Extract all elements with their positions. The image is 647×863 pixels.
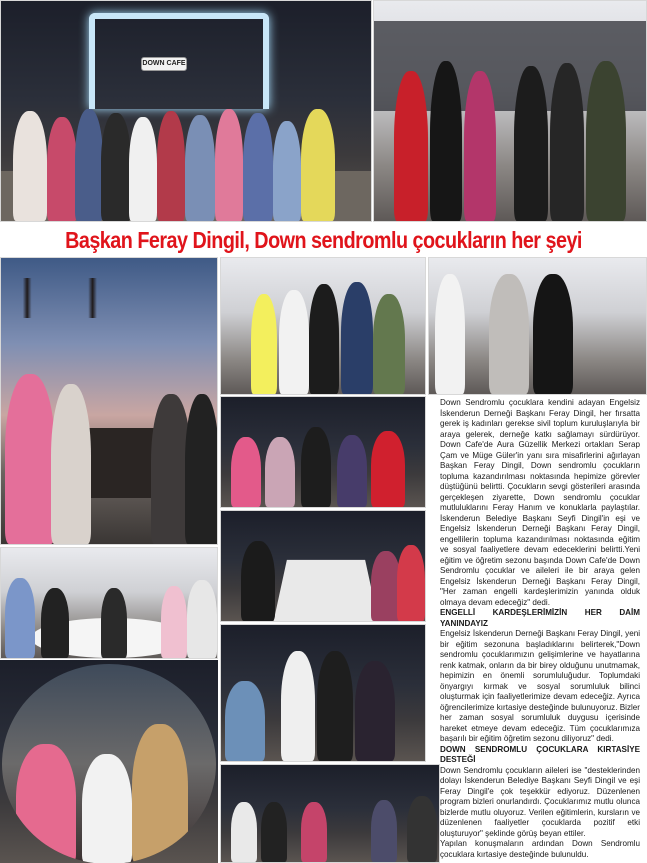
article-paragraph-4: Yapılan konuşmaların ardından Down Sendromlu çocuklara kırtasiye desteğinde bulunuldu.	[440, 839, 640, 859]
photo-group-entrance	[0, 0, 372, 222]
photo-group-indoor-top	[373, 0, 647, 222]
photo-dinner-long	[220, 510, 426, 622]
article-paragraph-2: Engelsiz İskenderun Derneği Başkanı Feray Dingil, yeni bir eğitim sezonuna başladıklarını belirterek,"Down sendromlu çocuklarımızın gelişimlerine ve hayatlarına renk katmak, onların da bir birey olduğunu unutmamak, hepimizin en önemli sorumluluğudur. Toplumdaki önyargıyı kırmak ve sosyal sorumluluk bilinci oluşturmak için faaliyetlerimize devam edeceğiz. Ayrıca öğrencilerimize kırtasiye desteğinde bulunuyoruz. Bizler her zaman sosyal sorumluluk duygusu içerisinde hareket etmeye devam edeceğiz. Tüm çocuklarımıza başarılı bir eğitim öğretim sezonu diliyoruz" dedi.	[440, 629, 640, 743]
photo-group-middle-a	[220, 257, 426, 395]
photo-dinner-b	[220, 624, 426, 762]
article-subheading-2: DOWN SENDROMLU ÇOCUKLARA KIRTASİYE DESTEĞİ	[440, 744, 640, 764]
headline: Başkan Feray Dingil, Down sendromlu çocukların her şeyi	[65, 227, 582, 253]
article-paragraph-1: Down Sendromlu çocuklara kendini adayan Engelsiz İskenderun Derneği Başkanı Feray Dingil, her fırsatta gerek iş kadınları gerekse sivil toplum kuruluşlarıyla bir araya gelerek, derneğe katkı sağlamayı sürdürüyor. Down Cafe'de Aura Güzellik Merkezi ortakları Serap Çam ve Müge Güler'in yanı sıra misafirlerini ağırlayan Başkan Feray Dingil, Down sendromlu çocukların topluma kazandırılması noktasında hepimize görevler düştüğünü belirtti. Çocukların sevgi gösterileri arasında gerçekleşen ziyarette, Down sendromlu çocuklar mutluluklarını Feray Hanım ve konuklarla paylaştılar. İskenderun Belediye Başkanı Seyfi Dingil'in eşi ve Engelsiz İskenderun Derneği Başkanı Feray Dingil, engellilerin topluma kazandırılması noktasında eğitim ve sosyal faaliyetlere devam edeceklerini belirtti.Yeni eğitim ve öğretim sezonu başında Down Cafe'de Down Sendromlu çocuklar ve aileleri ile bir araya gelen Engelsiz İskenderun Derneği Başkanı Feray Dingil, "Her zaman engelli kardeşlerimizin yanında olduk olmaya devam edeceğiz" dedi.	[440, 398, 640, 607]
long-table	[273, 560, 379, 622]
article-subheading-1: ENGELLİ KARDEŞLERİMİZİN HER DAİM YANINDAYIZ	[440, 608, 640, 628]
article-body	[440, 398, 640, 860]
circle-frame	[2, 664, 216, 863]
photo-group-middle-b	[428, 257, 647, 395]
photo-dinner-c	[220, 764, 440, 863]
photo-circle	[0, 660, 218, 863]
palm-trees	[1, 278, 218, 318]
down-cafe-sign: DOWN CAFE	[141, 57, 187, 71]
photo-table-indoor	[0, 547, 218, 659]
photo-dinner-a	[220, 396, 426, 508]
article-paragraph-3: Down Sendromlu çocukların aileleri ise "desteklerinden dolayı İskenderun Belediye Başkanı Seyfi Dingil ve eşi Feray Dingil'e çok teşekkür ediyoruz. Düzenlenen program bizleri onurlandırdı. Çocuklarımız mutlu olunca bizlerde mutlu oluyoruz. Verilen eğitimlerin, kursların ve düzenlenen faaliyetler çocuklarda pozitif etki oluşturuyor" şeklinde görüş beyan ettiler.	[440, 765, 640, 838]
photo-table-outdoor	[0, 257, 218, 545]
